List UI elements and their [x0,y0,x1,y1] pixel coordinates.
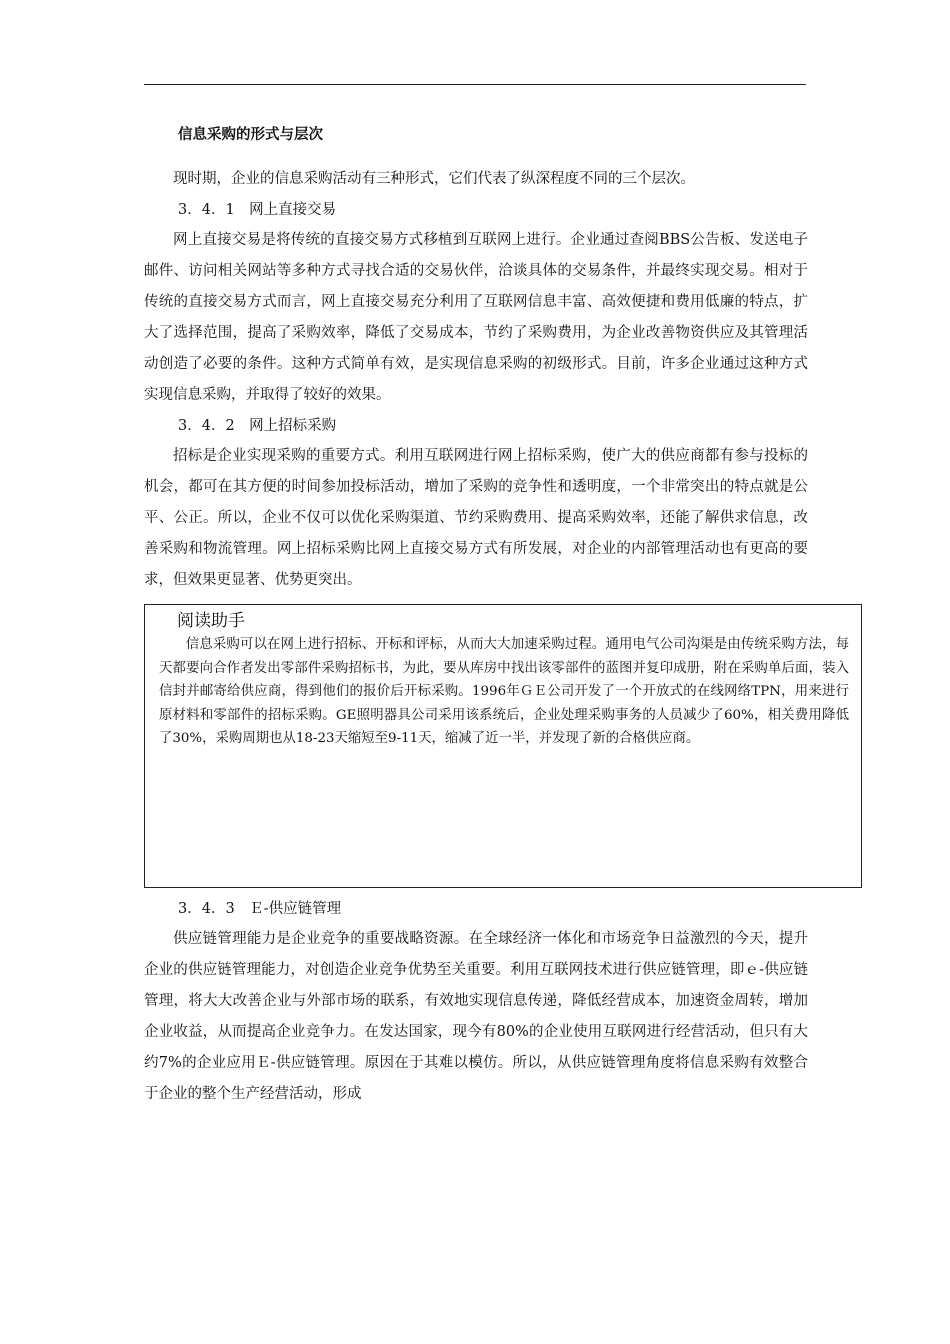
reading-helper-title: 阅读助手 [177,611,245,631]
header-rule [144,84,806,85]
paragraph-3-4-1: 网上直接交易是将传统的直接交易方式移植到互联网上进行。企业通过查阅BBS公告板、发送电子邮件、访问相关网站等多种方式寻找合适的交易伙伴，洽谈具体的交易条件，并最终实现交易。相对于传统的直接交易方式而言，网上直接交易充分利用了互联网信息丰富、高效便捷和费用低廉的特点，扩大了选择范围，提高了采购效率，降低了交易成本，节约了采购费用，为企业改善物资供应及其管理活动创造了必要的条件。这种方式简单有效，是实现信息采购的初级形式。目前，许多企业通过这种方式实现信息采购，并取得了较好的效果。 [144,232,808,403]
page-content [144,120,849,1110]
reading-helper-body: 信息采购可以在网上进行招标、开标和评标，从而大大加速采购过程。通用电气公司沟渠是由传统采购方法，每天都要向合作者发出零部件采购招标书，为此，要从库房中找出该零部件的蓝图并复印成册，附在采购单后面，装入信封并邮寄给供应商，得到他们的报价后开标采购。1996年ＧＥ公司开发了一个开放式的在线网络TPN，用来进行原材料和零部件的招标采购。GE照明器具公司采用该系统后，企业处理采购事务的人员减少了60%，相关费用降低了30%，采购周期也从18-23天缩短至9-11天，缩减了近一半，并发现了新的合格供应商。 [159,637,849,746]
paragraph-3-4-3: 供应链管理能力是企业竞争的重要战略资源。在全球经济一体化和市场竞争日益激烈的今天，提升企业的供应链管理能力，对创造企业竞争优势至关重要。利用互联网技术进行供应链管理，即ｅ-供应链管理，将大大改善企业与外部市场的联系，有效地实现信息传递，降低经营成本，加速资金周转，增加企业收益，从而提高企业竞争力。在发达国家，现今有80%的企业使用互联网进行经营活动，但只有大约7%的企业应用Ｅ-供应链管理。原因在于其难以模仿。所以，从供应链管理角度将信息采购有效整合于企业的整个生产经营活动，形成 [144,931,808,1102]
heading-3-4-1: 3．4．1 网上直接交易 [178,202,337,218]
section-title: 信息采购的形式与层次 [178,127,323,143]
heading-3-4-3: 3．4．3 Ｅ-供应链管理 [178,901,342,917]
intro-paragraph: 现时期，企业的信息采购活动有三种形式，它们代表了纵深程度不同的三个层次。 [173,171,695,187]
heading-3-4-2: 3．4．2 网上招标采购 [178,418,337,434]
reading-helper-box [144,604,862,888]
paragraph-3-4-2: 招标是企业实现采购的重要方式。利用互联网进行网上招标采购，使广大的供应商都有参与投标的机会，都可在其方便的时间参加投标活动，增加了采购的竞争性和透明度，一个非常突出的特点就是公平、公正。所以，企业不仅可以优化采购渠道、节约采购费用、提高采购效率，还能了解供求信息，改善采购和物流管理。网上招标采购比网上直接交易方式有所发展，对企业的内部管理活动也有更高的要求，但效果更显著、优势更突出。 [144,448,808,588]
